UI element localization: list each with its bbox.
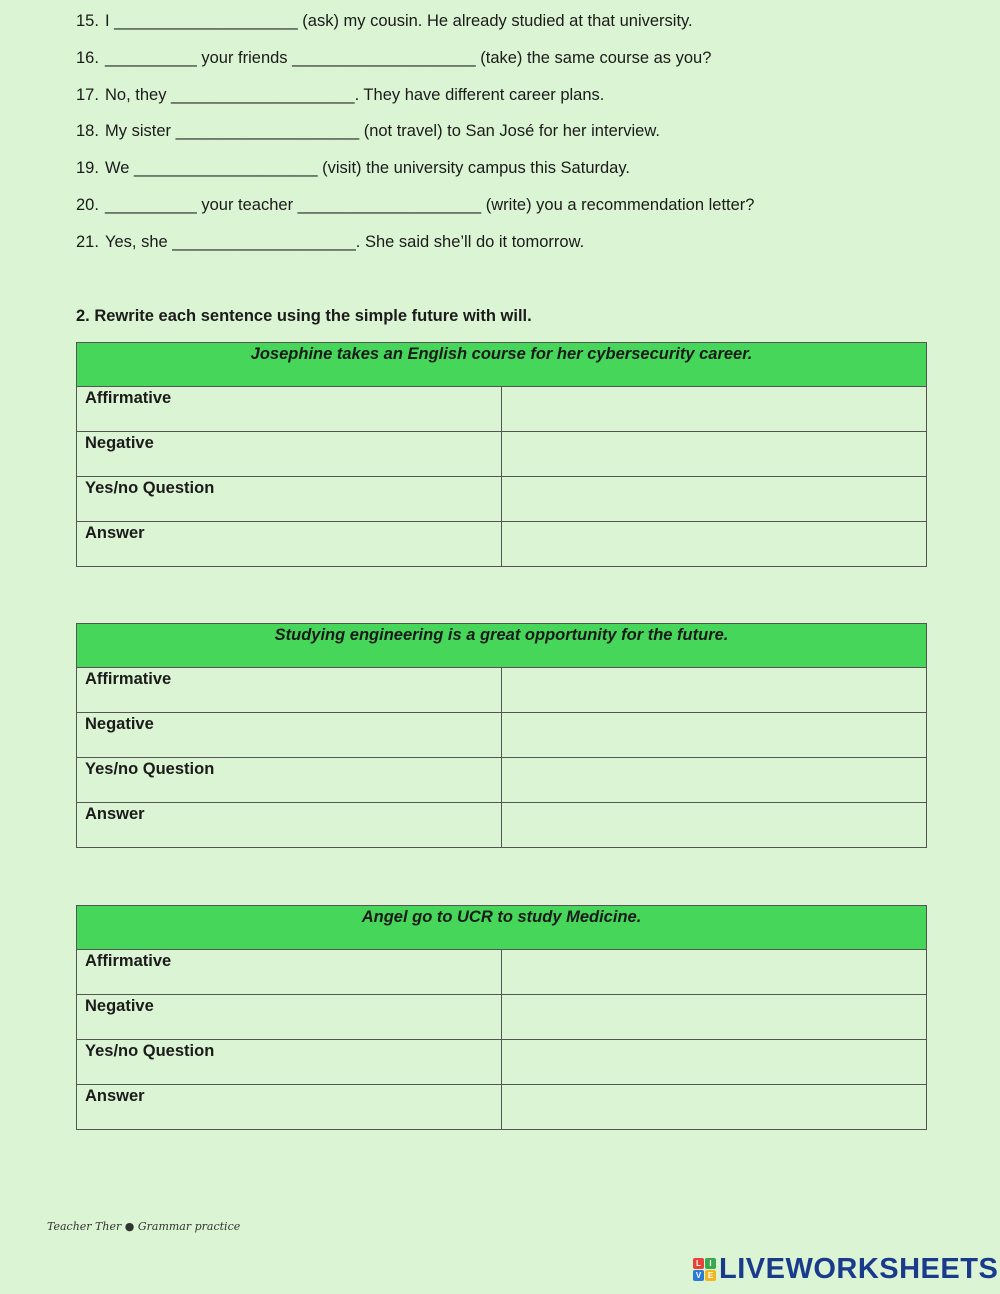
exercise-item: [76, 12, 693, 31]
exercise-number: 17.: [76, 86, 99, 104]
exercise-item: [76, 159, 630, 178]
exercise-text: I ____________________ (ask) my cousin. He already studied at that university.: [105, 12, 693, 30]
liveworksheets-brand[interactable]: [693, 1253, 998, 1285]
table-sentence: Angel go to UCR to study Medicine.: [77, 906, 927, 950]
exercise-text: __________ your teacher ____________________ (write) you a recommendation letter?: [105, 196, 755, 214]
table-sentence: Studying engineering is a great opportunity for the future.: [77, 624, 927, 668]
exercise-number: 21.: [76, 233, 99, 251]
row-label-negative: Negative: [77, 713, 502, 758]
answer-field[interactable]: [502, 803, 927, 848]
answer-field[interactable]: [502, 1040, 927, 1085]
row-label-affirmative: Affirmative: [77, 387, 502, 432]
answer-field[interactable]: [502, 950, 927, 995]
exercise-number: 15.: [76, 12, 99, 30]
answer-field[interactable]: [502, 387, 927, 432]
exercise-item: [76, 196, 754, 215]
answer-field[interactable]: [502, 432, 927, 477]
exercise-text: __________ your friends ____________________ (take) the same course as you?: [105, 49, 712, 67]
exercise-text: We ____________________ (visit) the university campus this Saturday.: [105, 159, 630, 177]
exercise-text: Yes, she ____________________. She said she’ll do it tomorrow.: [105, 233, 585, 251]
exercise-item: [76, 122, 660, 141]
row-label-negative: Negative: [77, 432, 502, 477]
exercise-item: [76, 86, 604, 105]
footer-credit: Teacher Ther ● Grammar practice: [47, 1220, 241, 1233]
answer-field[interactable]: [502, 522, 927, 567]
answer-field[interactable]: [502, 758, 927, 803]
row-label-question: Yes/no Question: [77, 1040, 502, 1085]
answer-field[interactable]: [502, 477, 927, 522]
brand-name: LIVEWORKSHEETS: [719, 1252, 999, 1285]
answer-field[interactable]: [502, 995, 927, 1040]
logo-letter: E: [705, 1270, 716, 1281]
row-label-answer: Answer: [77, 803, 502, 848]
rewrite-table: [76, 905, 927, 1130]
rewrite-table: [76, 342, 927, 567]
row-label-affirmative: Affirmative: [77, 668, 502, 713]
exercise-number: 18.: [76, 122, 99, 140]
row-label-answer: Answer: [77, 1085, 502, 1130]
rewrite-table: [76, 623, 927, 848]
exercise-number: 20.: [76, 196, 99, 214]
logo-letter: L: [693, 1258, 704, 1269]
table-sentence: Josephine takes an English course for her cybersecurity career.: [77, 343, 927, 387]
row-label-question: Yes/no Question: [77, 477, 502, 522]
exercise-text: My sister ____________________ (not travel) to San José for her interview.: [105, 122, 660, 140]
liveworksheets-logo-icon: [693, 1258, 716, 1281]
exercise-text: No, they ____________________. They have different career plans.: [105, 86, 605, 104]
answer-field[interactable]: [502, 668, 927, 713]
row-label-negative: Negative: [77, 995, 502, 1040]
row-label-affirmative: Affirmative: [77, 950, 502, 995]
exercise-number: 16.: [76, 49, 99, 67]
answer-field[interactable]: [502, 1085, 927, 1130]
answer-field[interactable]: [502, 713, 927, 758]
row-label-answer: Answer: [77, 522, 502, 567]
exercise-item: [76, 233, 584, 252]
logo-letter: I: [705, 1258, 716, 1269]
logo-letter: V: [693, 1270, 704, 1281]
exercise-number: 19.: [76, 159, 99, 177]
exercise-item: [76, 49, 711, 68]
section-title: 2. Rewrite each sentence using the simple future with will.: [76, 307, 532, 325]
row-label-question: Yes/no Question: [77, 758, 502, 803]
